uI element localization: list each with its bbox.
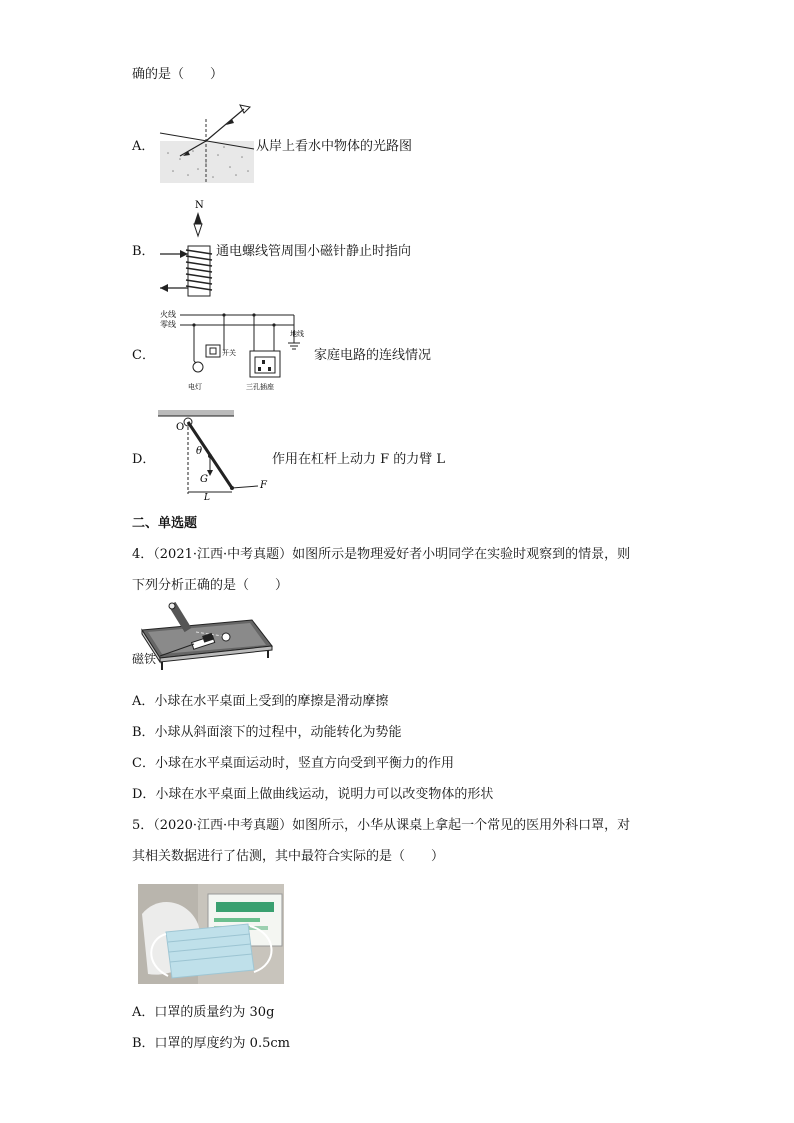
live-wire-label: 火线: [160, 310, 176, 319]
option-c-caption: 家庭电路的连线情况: [314, 348, 432, 363]
surgical-mask-photo: [138, 884, 284, 984]
question-5-stem-line1: 5．（2020·江西·中考真题）如图所示，小华从课桌上拿起一个常见的医用外科口罩，对: [132, 818, 631, 833]
gravity-label: G: [200, 474, 208, 485]
neutral-wire-label: 零线: [160, 320, 176, 329]
north-label: N: [195, 200, 204, 211]
pivot-label: O: [176, 422, 185, 433]
question-4-option-a: A．小球在水平桌面上受到的摩擦是滑动摩擦: [132, 694, 389, 709]
ground-wire-label: 地线: [290, 330, 304, 338]
household-circuit-diagram: [158, 305, 314, 398]
question-5-stem-line2: 其相关数据进行了估测，其中最符合实际的是（ ）: [132, 849, 445, 864]
option-b-caption: 通电螺线管周围小磁针静止时指向: [216, 244, 412, 259]
option-b-letter: B．: [132, 244, 155, 259]
lamp-label: 电灯: [188, 383, 202, 391]
switch-label: 开关: [222, 349, 236, 357]
theta-label: θ: [196, 446, 203, 457]
arm-label: L: [204, 493, 210, 502]
question-stem: 确的是（ ）: [132, 67, 224, 82]
option-d-caption: 作用在杠杆上动力 F 的力臂 L: [272, 452, 446, 467]
question-4-option-d: D．小球在水平桌面上做曲线运动，说明力可以改变物体的形状: [132, 787, 494, 802]
question-5-option-b: B．口罩的厚度约为 0.5cm: [132, 1036, 290, 1051]
lever-diagram: [158, 408, 272, 502]
solenoid-diagram: [158, 196, 216, 298]
refraction-diagram: [158, 101, 256, 185]
question-5-option-a: A．口罩的质量约为 30g: [132, 1005, 275, 1020]
section-title: 二、单选题: [132, 516, 198, 531]
option-c-letter: C．: [132, 348, 155, 363]
magnet-label: 磁铁: [132, 652, 157, 666]
question-4-stem-line1: 4．（2021·江西·中考真题）如图所示是物理爱好者小明同学在实验时观察到的情景，则: [132, 547, 631, 562]
question-4-option-b: B．小球从斜面滚下的过程中，动能转化为势能: [132, 725, 402, 740]
question-4-option-c: C．小球在水平桌面运动时，竖直方向受到平衡力的作用: [132, 756, 454, 771]
question-4-stem-line2: 下列分析正确的是（ ）: [132, 578, 289, 593]
force-label: F: [260, 480, 267, 491]
option-d-letter: D．: [132, 452, 156, 467]
option-a-caption: 从岸上看水中物体的光路图: [256, 139, 413, 154]
option-a-letter: A．: [132, 139, 155, 154]
socket-label: 三孔插座: [246, 383, 274, 391]
